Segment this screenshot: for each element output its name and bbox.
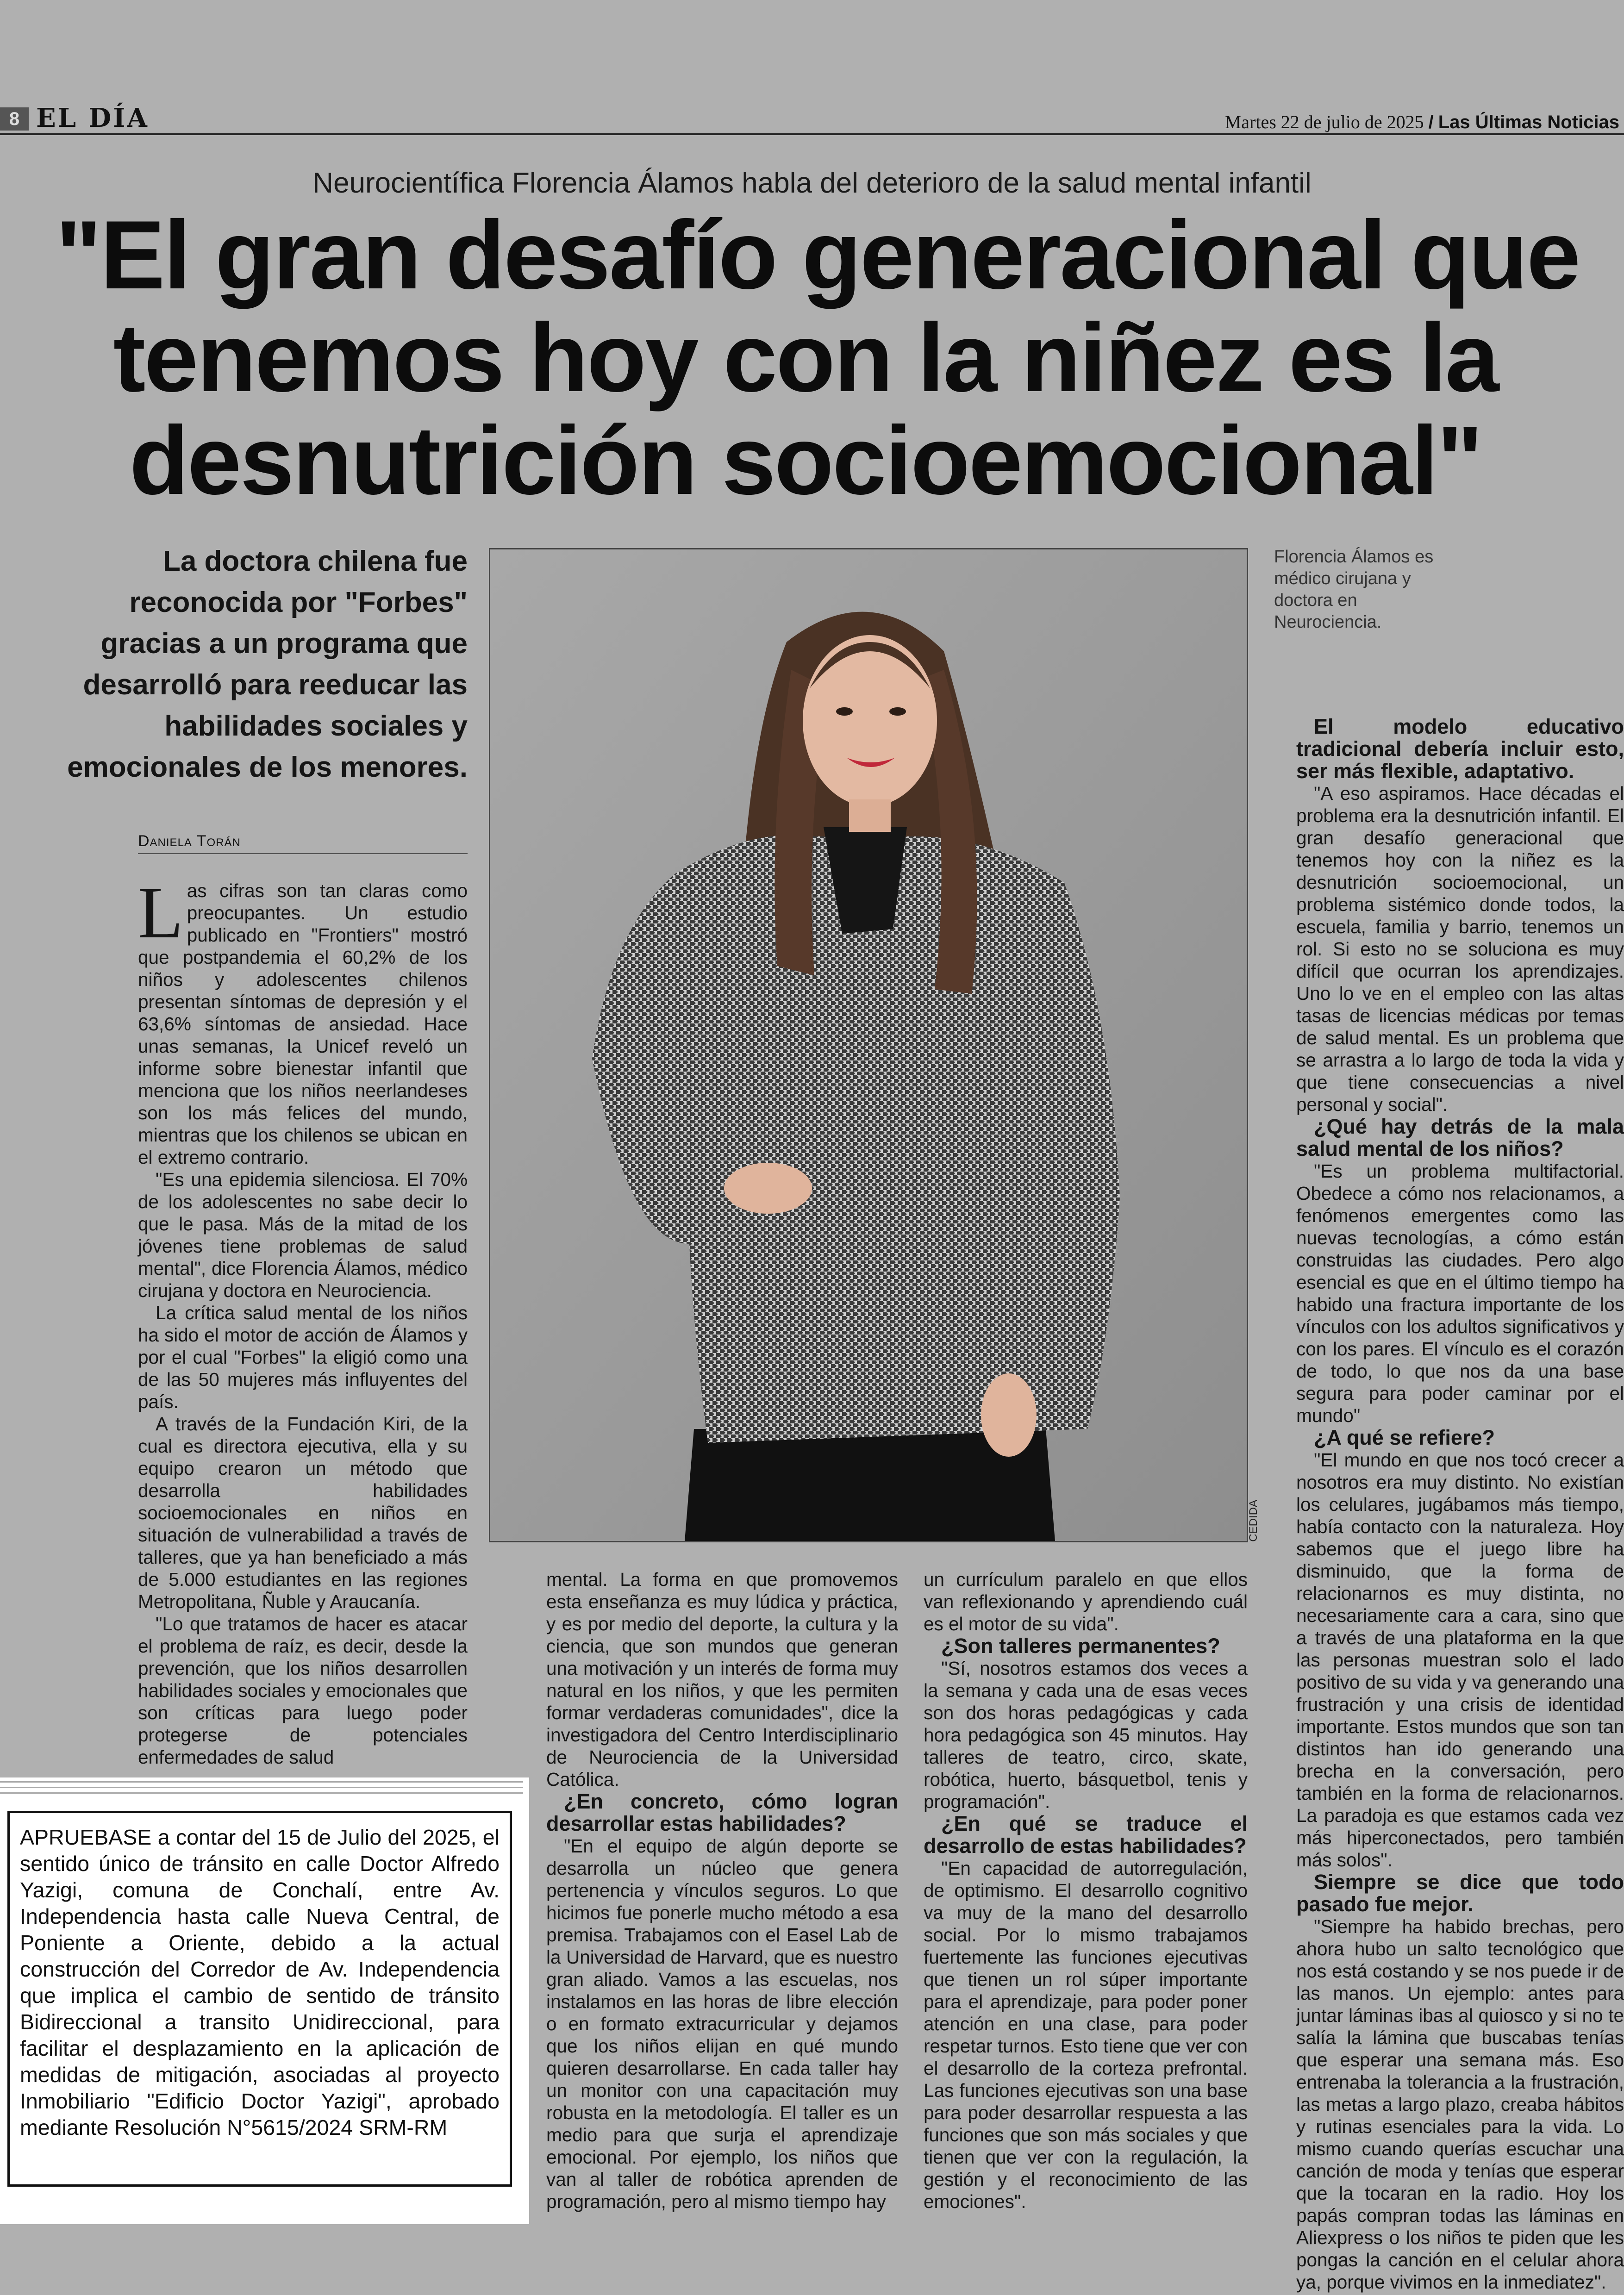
notice-rule [0,1792,523,1794]
interview-question: ¿Son talleres permanentes? [941,1634,1220,1658]
paragraph: "Es una epidemia silenciosa. El 70% de los adolescentes no sabe decir lo que le pasa. Más de la mitad de los jóvenes tiene problemas de salud mental", dice Florencia Álamos, médico cirujana y doctora en Neurociencia. [138,1169,468,1301]
headline-line-1: "El gran desafío generacional que [56,200,1580,309]
portrait-illustration [490,549,1247,1541]
photo-credit: CEDIDA [1247,1500,1260,1542]
interview-answer: "Siempre ha habido brechas, pero ahora hubo un salto tecnológico que nos está costando y se nos puede ir de las manos. Un ejemplo: antes para juntar láminas ibas al quiosco y si no te salía la lámina que buscabas tenías que esperar una semana más. Eso entrenaba la tolerancia a la frustración, las metas a largo plazo, creaba hábitos y rutinas esenciales para la vida. Lo mismo cuando querías escuchar una canción de moda y tenías que esperar que la tocaran en la radio. Hoy los papás compran todas las láminas en Aliexpress o los niños te piden que les pongas la canción en el celular ahora ya, porque vivimos en la inmediatez". [1296,1916,1624,2293]
interview-question: El modelo educativo tradicional debería incluir esto, ser más flexible, adaptativo. [1296,715,1624,783]
interview-question: ¿En qué se traduce el desarrollo de estas habilidades? [924,1812,1248,1858]
paragraph: A través de la Fundación Kiri, de la cual es directora ejecutiva, ella y su equipo crearon un método que desarrolla habilidades socioemocionales en niños en situación de vulnerabilidad a través de talleres, que ya han beneficiado a más de 5.000 estudiantes en las regiones Metropolitana, Ñuble y Araucanía. [138,1413,468,1612]
publication-name: Las Últimas Noticias [1438,112,1619,132]
interview-answer: "En el equipo de algún deporte se desarrolla un núcleo que genera pertenencia y vínculos seguros. Lo que hicimos fue ponerle mucho método a esa premisa. Trabajamos con el Easel Lab de la Universidad de Harvard, que es nuestro gran aliado. Vamos a las escuelas, nos instalamos en las horas de libre elección o en formato extracurricular y dejamos que los niños elijan en qué mundo quieren desarrollarse. En cada taller hay un monitor con una capacitación muy robusta en la metodología. El taller es un medio para que surja el aprendizaje emocional. Por ejemplo, los niños que van al taller de robótica aprenden de programación, pero al mismo tiempo hay [546,1835,898,2212]
interview-answer: "Es un problema multifactorial. Obedece a cómo nos relacionamos, a fenómenos emergentes como las nuevas tecnologías, a cómo están construidas las ciudades. Pero algo esencial es que en el último tiempo ha habido una fractura importante de los vínculos con los adultos significativos y con los pares. El vínculo es el corazón de todo, lo que nos da una base segura para poder caminar por el mundo" [1296,1160,1624,1426]
headline-line-3: desnutrición socioemocional" [129,406,1482,515]
page-number: 8 [0,107,29,131]
interview-answer: "El mundo en que nos tocó crecer a nosotros era muy distinto. No existían los celulares, jugábamos más tiempo, había contacto con la naturaleza. Hoy sabemos que el juego libre ha disminuido, que la forma de relacionarnos es muy distinta, no necesariamente cara a cara, sino que a través de una plataforma en la que las personas muestran solo el lado positivo de su vida y va generando una frustración y una crisis de identidad importante. Estos mundos que son tan distintos han ido generando una brecha en la conversación, pero también en la forma de relacionarnos. La paradoja es que estamos cada vez más hiperconectados, pero también más solos". [1296,1449,1624,1871]
notice-rule [0,1787,523,1788]
interview-answer: "En capacidad de autorregulación, de optimismo. El desarrollo cognitivo va muy de la mano del desarrollo social. Por lo mismo trabajamos fuertemente las funciones ejecutivas que tienen un rol súper importante para el aprendizaje, para poder poner atención en una clase, para poder respetar turnos. Esto tiene que ver con el desarrollo de la corteza prefrontal. Las funciones ejecutivas son una base para poder desarrollar respuesta a las funciones que son más sociales y que tienen que ver con la regulación, la gestión y el reconocimiento de las emociones". [924,1858,1248,2212]
issue-date: Martes 22 de julio de 2025 [1224,112,1424,132]
interview-answer: "Sí, nosotros estamos dos veces a la semana y cada una de esas veces son dos horas pedagógicas y cada hora pedagógica son 45 minutos. Hay talleres de teatro, circo, skate, robótica, huerto, básquetbol, tenis y programación". [924,1658,1248,1812]
paragraph: un currículum paralelo en que ellos van reflexionando y aprendiendo cuál es el motor de su vida". [924,1569,1248,1634]
section-name: EL DÍA [36,103,149,133]
article-column-3 [924,1568,1248,2213]
traffic-notice: APRUEBASE a contar del 15 de Julio del 2025, el sentido único de tránsito en calle Doctor Alfredo Yazigi, comuna de Conchalí, entre Av. Independencia hasta calle Nueva Central, de Poniente a Oriente, debido a la actual construcción del Corredor de Av. Independencia que implica el cambio de sentido de tránsito Bidireccional a transito Unidireccional, para facilitar el desplazamiento en la aplicación de medidas de mitigación, asociadas al proyecto Inmobiliario "Edificio Doctor Yazigi", aprobado mediante Resolución N°5615/2024 SRM-RM [7,1811,512,2187]
photo-caption: Florencia Álamos es médico cirujana y doctora en Neurociencia. [1274,547,1434,632]
interview-answer: "A eso aspiramos. Hace décadas el problema era la desnutrición infantil. El gran desafío generacional que tenemos hoy con la niñez es la desnutrición socioemocional, un problema sistémico donde todos, la escuela, familia y barrio, tenemos un rol. Si esto no se soluciona es muy difícil que ocurran los aprendizajes. Uno lo ve en el empleo con las altas tasas de licencias médicas por temas de salud mental. Es un problema que se arrastra a lo largo de toda la vida y que tiene consecuencias a nivel personal y social". [1296,783,1624,1115]
notice-rule [0,1781,523,1783]
paragraph: as cifras son tan claras como preocupantes. Un estudio publicado en "Frontiers" mostró que postpandemia el 60,2% de los niños y adolescentes chilenos presentan síntomas de depresión y el 63,6% síntomas de ansiedad. Hace unas semanas, la Unicef reveló un informe sobre bienestar infantil que menciona que los niños neerlandeses son los más felices del mundo, mientras que los chilenos se ubican en el extremo contrario. [138,880,468,1168]
interview-question: ¿En concreto, cómo logran desarrollar estas habilidades? [546,1790,898,1835]
header-rule [0,133,1624,135]
dateline [1225,111,1619,133]
drop-cap: L [138,871,183,954]
article-column-4 [1296,716,1624,2293]
article-column-2 [546,1568,898,2213]
dateline-separator: / [1428,112,1434,132]
deck: La doctora chilena fue reconocida por "Forbes" gracias a un programa que desarrolló para reeducar las habilidades sociales y emocionales de los menores. [67,545,468,783]
kicker: Neurocientífica Florencia Álamos habla del deterioro de la salud mental infantil [312,167,1312,199]
interview-question: Siempre se dice que todo pasado fue mejor. [1296,1870,1624,1916]
interview-question: ¿A qué se refiere? [1314,1426,1495,1449]
paragraph: "Lo que tratamos de hacer es atacar el problema de raíz, es decir, desde la prevención, que los niños desarrollen habilidades sociales y emocionales que son críticas para luego poder protegerse de potenciales enfermedades de salud [138,1613,468,1768]
headline-line-2: tenemos hoy con la niñez es la [113,303,1498,412]
portrait-photo [489,548,1248,1542]
paragraph: mental. La forma en que promovemos esta enseñanza es muy lúdica y práctica, y es por medio del deporte, la cultura y la ciencia, que son mundos que generan una motivación y un interés de forma muy natural en los niños, y que les permiten formar verdaderas comunidades", dice la investigadora del Centro Interdisciplinario de Neurociencia de la Universidad Católica. [546,1569,898,1790]
article-column-1 [138,871,468,1768]
byline: Daniela Torán [138,832,468,854]
interview-question: ¿Qué hay detrás de la mala salud mental de los niños? [1296,1115,1624,1160]
headline [56,200,1580,515]
paragraph: La crítica salud mental de los niños ha sido el motor de acción de Álamos y por el cual "Forbes" la eligió como una de las 50 mujeres más influyentes del país. [138,1302,468,1412]
